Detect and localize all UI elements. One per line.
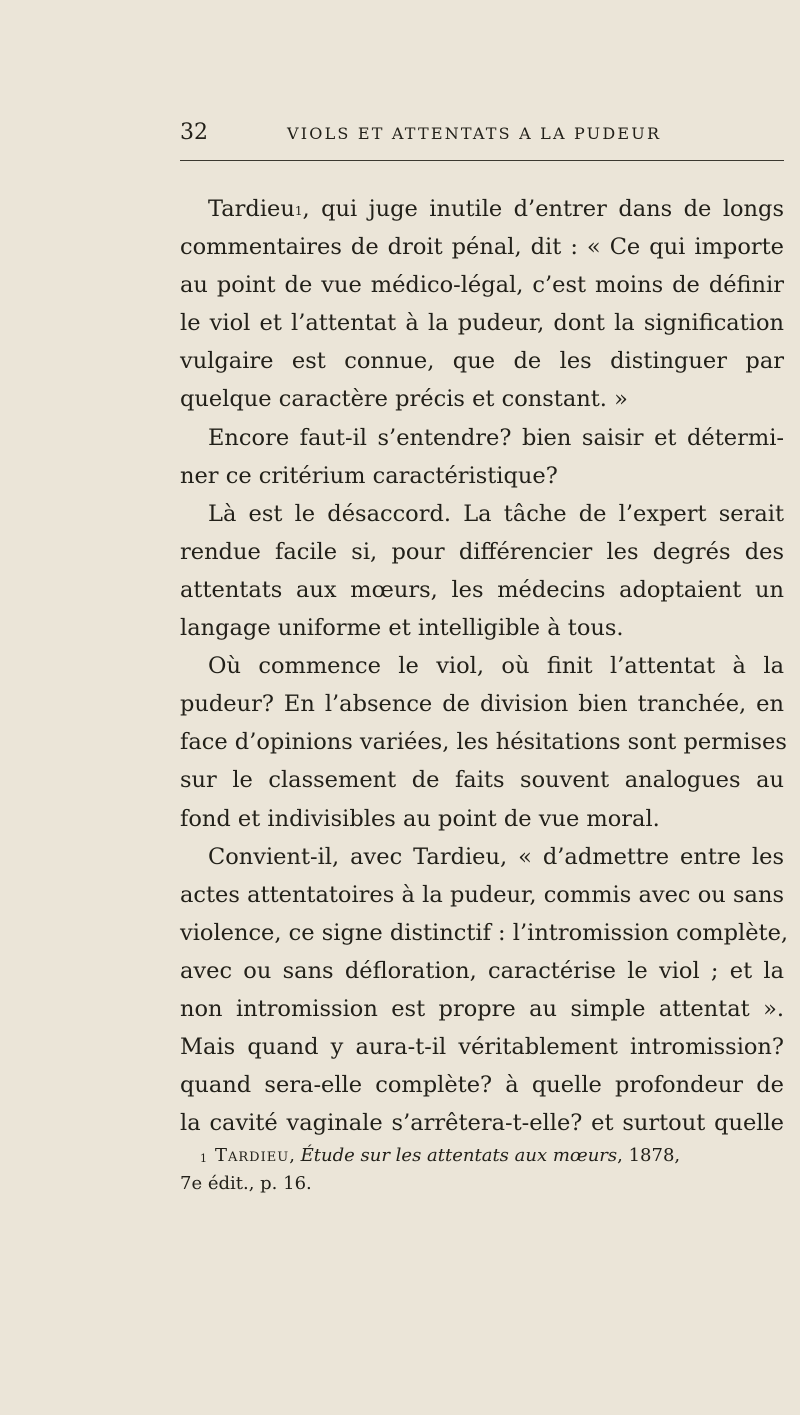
text-line: ner ce critérium caractéristique? (180, 462, 558, 489)
text-line: vulgaire est connue, que de les distinguer par (180, 348, 784, 375)
text-line: sur le classement de faits souvent analogues au (180, 767, 784, 794)
body-text (180, 190, 789, 1142)
page-number: 32 (180, 120, 208, 145)
text-line: fond et indivisibles au point de vue moral. (180, 805, 660, 832)
text-line: Où commence le viol, où finit l’attentat à la (208, 653, 784, 680)
text-line: pudeur? En l’absence de division bien tranchée, en (180, 691, 784, 718)
text-line: langage uniforme et intelligible à tous. (180, 615, 624, 642)
header-rule (180, 160, 784, 161)
running-head: VIOLS ET ATTENTATS A LA PUDEUR (287, 124, 662, 143)
text-line (180, 190, 784, 228)
text-fragment: , qui juge inutile d’entrer dans de longs (302, 196, 784, 222)
text-line: commentaires de droit pénal, dit : « Ce qui importe (180, 234, 784, 261)
text-line: Là est le désaccord. La tâche de l’expert serait (208, 500, 784, 527)
footnote-separator: , (289, 1145, 295, 1166)
text-line: Mais quand y aura-t-il véritablement intromission? (180, 1034, 784, 1061)
text-line: le viol et l’attentat à la pudeur, dont la signification (180, 310, 784, 337)
text-line: au point de vue médico-légal, c’est moins de définir (180, 272, 784, 299)
text-line: Encore faut-il s’entendre? bien saisir et détermi- (208, 424, 784, 451)
text-line: attentats aux mœurs, les médecins adoptaient un (180, 576, 784, 603)
text-line: quelque caractère précis et constant. » (180, 386, 628, 413)
page-header (180, 120, 784, 150)
text-line: face d’opinions variées, les hésitations sont permises (180, 729, 787, 756)
footnote-number: 1 (200, 1152, 207, 1165)
footnote-line: 7e édit., p. 16. (180, 1173, 312, 1194)
text-line: avec ou sans défloration, caractérise le viol ; et la (180, 957, 784, 984)
text-line: quand sera-elle complète? à quelle profondeur de (180, 1072, 784, 1099)
footnote-line (180, 1142, 784, 1170)
text-line: violence, ce signe distinctif : l’intromission complète, (180, 919, 789, 946)
footnote-details: , 1878, (617, 1145, 681, 1166)
footnote-marker: 1 (294, 204, 303, 218)
footnotes (180, 1142, 784, 1198)
text-line: non intromission est propre au simple attentat ». (180, 995, 784, 1022)
footnote-author: Tardieu (215, 1145, 290, 1166)
footnote-title: Étude sur les attentats aux mœurs (300, 1145, 618, 1166)
text-line: rendue facile si, pour différencier les degrés des (180, 538, 784, 565)
text-line: Convient-il, avec Tardieu, « d’admettre entre les (208, 843, 784, 870)
text-line: la cavité vaginale s’arrêtera-t-elle? et surtout quelle (180, 1110, 784, 1137)
text-line: actes attentatoires à la pudeur, commis avec ou sans (180, 881, 784, 908)
text-fragment: Tardieu (208, 196, 295, 222)
